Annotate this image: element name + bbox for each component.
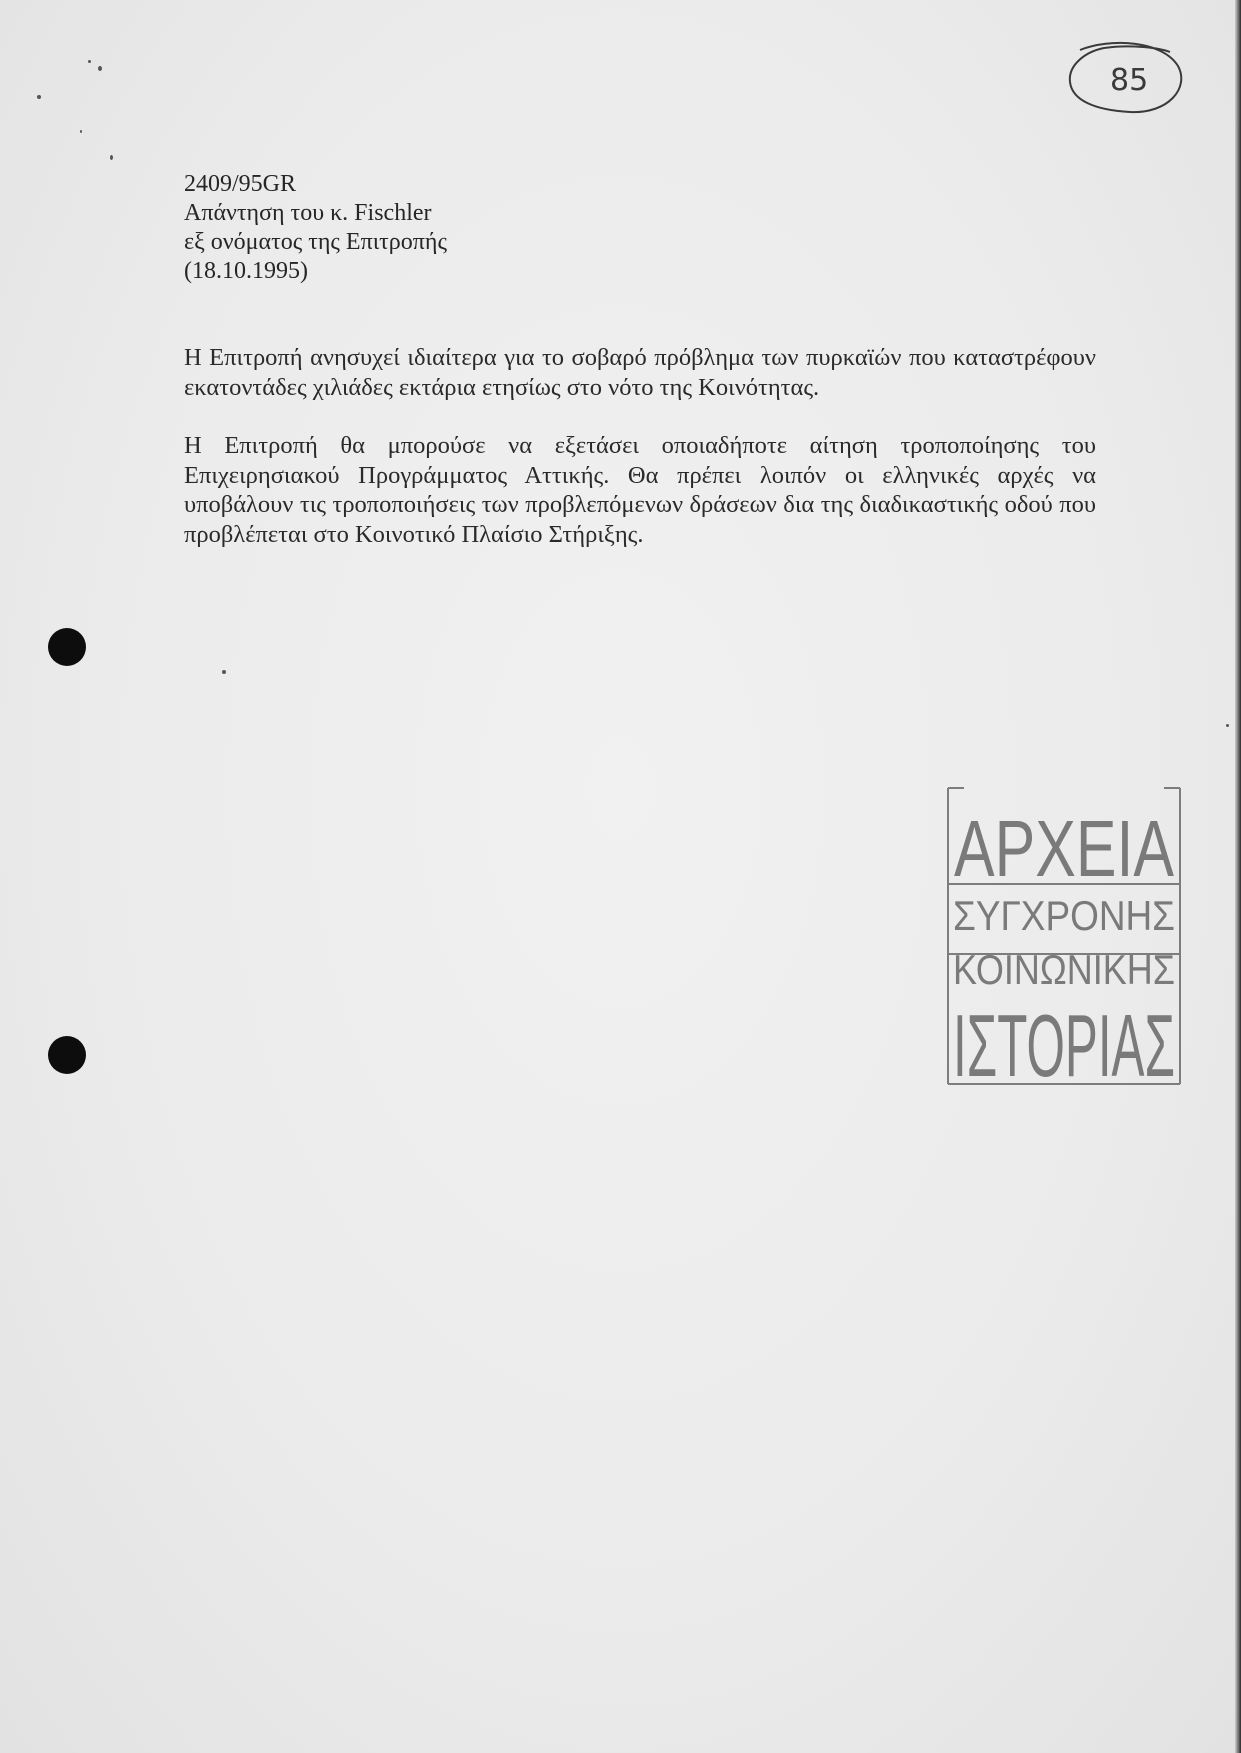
stamp-line-4: ΙΣΤΟΡΙΑΣ [953, 996, 1175, 1095]
stamp-line-2: ΣΥΓΧΡΟΝΗΣ [953, 892, 1175, 939]
scan-speck [37, 95, 41, 99]
stamp-line-3: ΚΟΙΝΩΝΙΚΗΣ [953, 946, 1175, 993]
scan-speck [110, 155, 113, 160]
punch-hole [48, 1036, 86, 1074]
archive-stamp-logo [944, 784, 1184, 1095]
stamp-line-1: ΑΡΧΕΙΑ [954, 804, 1175, 893]
punch-hole [48, 628, 86, 666]
document-header [184, 170, 447, 286]
reference-number: 2409/95GR [184, 171, 297, 197]
on-behalf-of: εξ ονόματος της Επιτροπής [184, 229, 447, 255]
answer-by: Απάντηση του κ. Fischler [184, 200, 432, 226]
paragraph-1: Η Επιτροπή ανησυχεί ιδιαίτερα για το σοβαρό πρόβλημα των πυρκαϊών που καταστρέφουν εκατοντάδες χιλιάδες εκτάρια ετησίως στο νότο της Κοινότητας. [184, 344, 1096, 401]
scan-edge-shadow [1235, 0, 1241, 1753]
page-number-text: 85 [1110, 63, 1149, 98]
handwritten-page-number [1050, 30, 1190, 120]
scan-speck [222, 670, 226, 674]
scan-speck [80, 130, 82, 133]
paragraph-2: Η Επιτροπή θα μπορούσε να εξετάσει οποιαδήποτε αίτηση τροποποίησης του Επιχειρησιακού Προγράμματος Αττικής. Θα πρέπει λοιπόν οι ελληνικές αρχές να υποβάλουν τις τροποποιήσεις των προβλεπόμενων δράσεων δια της διαδικαστικής οδού που προβλέπεται στο Κοινοτικό Πλαίσιο Στήριξης. [184, 432, 1096, 548]
scan-speck [1226, 724, 1229, 727]
scan-speck [88, 60, 91, 63]
answer-date: (18.10.1995) [184, 258, 308, 284]
scan-speck [98, 66, 102, 71]
